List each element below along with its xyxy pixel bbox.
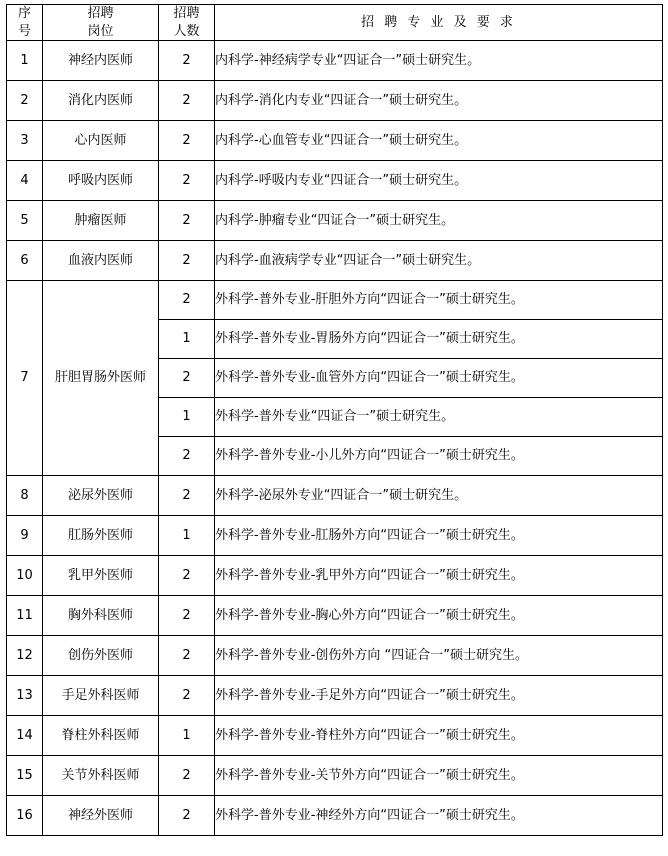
cell-serial-number: 5	[7, 201, 43, 241]
cell-headcount: 2	[159, 201, 215, 241]
cell-headcount: 1	[159, 320, 215, 359]
cell-serial-number: 11	[7, 596, 43, 636]
cell-headcount: 2	[159, 359, 215, 398]
cell-serial-number: 15	[7, 756, 43, 796]
table-row	[7, 121, 663, 161]
cell-requirement: 外科学-普外专业-肝胆外方向“四证合一”硕士研究生。	[215, 281, 663, 320]
cell-serial-number: 3	[7, 121, 43, 161]
cell-position: 关节外科医师	[43, 756, 159, 796]
cell-requirement: 外科学-普外专业-脊柱外方向“四证合一”硕士研究生。	[215, 716, 663, 756]
cell-serial-number: 4	[7, 161, 43, 201]
cell-position: 神经内医师	[43, 41, 159, 81]
cell-position: 乳甲外医师	[43, 556, 159, 596]
cell-position: 呼吸内医师	[43, 161, 159, 201]
cell-position: 脊柱外科医师	[43, 716, 159, 756]
table-row	[7, 796, 663, 836]
cell-position: 手足外科医师	[43, 676, 159, 716]
cell-serial-number: 2	[7, 81, 43, 121]
cell-requirement: 外科学-普外专业-乳甲外方向“四证合一”硕士研究生。	[215, 556, 663, 596]
cell-requirement: 外科学-泌尿外专业“四证合一”硕士研究生。	[215, 476, 663, 516]
cell-serial-number: 12	[7, 636, 43, 676]
cell-headcount: 2	[159, 676, 215, 716]
cell-requirement: 外科学-普外专业-血管外方向“四证合一”硕士研究生。	[215, 359, 663, 398]
cell-headcount: 2	[159, 556, 215, 596]
cell-headcount: 2	[159, 476, 215, 516]
cell-headcount: 1	[159, 398, 215, 437]
cell-position: 肿瘤医师	[43, 201, 159, 241]
table-row	[7, 676, 663, 716]
column-header-headcount	[159, 5, 215, 41]
table-row	[7, 41, 663, 81]
table-row	[7, 596, 663, 636]
table-row	[7, 161, 663, 201]
cell-headcount: 2	[159, 161, 215, 201]
column-header-headcount-line2: 人数	[173, 23, 200, 39]
table-row	[7, 516, 663, 556]
cell-requirement: 内科学-呼吸内专业“四证合一”硕士研究生。	[215, 161, 663, 201]
cell-headcount: 2	[159, 636, 215, 676]
cell-headcount: 2	[159, 241, 215, 281]
header-row	[7, 5, 663, 41]
cell-requirement: 内科学-消化内专业“四证合一”硕士研究生。	[215, 81, 663, 121]
cell-serial-number: 10	[7, 556, 43, 596]
cell-requirement: 外科学-普外专业-胃肠外方向“四证合一”硕士研究生。	[215, 320, 663, 359]
cell-requirement: 外科学-普外专业-小儿外方向“四证合一”硕士研究生。	[215, 437, 663, 476]
column-header-position-line2: 岗位	[87, 23, 114, 39]
cell-requirement: 外科学-普外专业-肛肠外方向“四证合一”硕士研究生。	[215, 516, 663, 556]
column-header-headcount-line1: 招聘	[173, 6, 200, 21]
cell-position: 神经外医师	[43, 796, 159, 836]
column-header-serial-line1: 序	[17, 6, 31, 21]
cell-headcount: 2	[159, 756, 215, 796]
cell-serial-number: 8	[7, 476, 43, 516]
cell-headcount: 1	[159, 516, 215, 556]
cell-serial-number: 6	[7, 241, 43, 281]
column-header-serial-line2: 号	[17, 23, 31, 39]
table-body	[7, 41, 663, 836]
table-row	[7, 241, 663, 281]
cell-headcount: 2	[159, 796, 215, 836]
cell-requirement: 内科学-神经病学专业“四证合一”硕士研究生。	[215, 41, 663, 81]
cell-position: 肝胆胃肠外医师	[43, 281, 159, 476]
table-row	[7, 476, 663, 516]
cell-position: 肛肠外医师	[43, 516, 159, 556]
cell-requirement: 外科学-普外专业-关节外方向“四证合一”硕士研究生。	[215, 756, 663, 796]
table-row	[7, 556, 663, 596]
cell-requirement: 内科学-心血管专业“四证合一”硕士研究生。	[215, 121, 663, 161]
cell-headcount: 1	[159, 716, 215, 756]
table-row	[7, 636, 663, 676]
table-row	[7, 756, 663, 796]
column-header-position-line1: 招聘	[87, 6, 114, 21]
cell-requirement: 外科学-普外专业-手足外方向“四证合一”硕士研究生。	[215, 676, 663, 716]
cell-position: 心内医师	[43, 121, 159, 161]
column-header-serial-number	[7, 5, 43, 41]
cell-headcount: 2	[159, 81, 215, 121]
cell-requirement: 外科学-普外专业-神经外方向“四证合一”硕士研究生。	[215, 796, 663, 836]
cell-headcount: 2	[159, 281, 215, 320]
cell-position: 血液内医师	[43, 241, 159, 281]
cell-headcount: 2	[159, 437, 215, 476]
cell-serial-number: 1	[7, 41, 43, 81]
cell-position: 胸外科医师	[43, 596, 159, 636]
cell-serial-number: 7	[7, 281, 43, 476]
cell-requirement: 内科学-血液病学专业“四证合一”硕士研究生。	[215, 241, 663, 281]
cell-headcount: 2	[159, 596, 215, 636]
cell-requirement: 外科学-普外专业“四证合一”硕士研究生。	[215, 398, 663, 437]
cell-serial-number: 9	[7, 516, 43, 556]
cell-requirement: 外科学-普外专业-创伤外方向 “四证合一”硕士研究生。	[215, 636, 663, 676]
cell-serial-number: 13	[7, 676, 43, 716]
cell-serial-number: 16	[7, 796, 43, 836]
cell-position: 泌尿外医师	[43, 476, 159, 516]
cell-headcount: 2	[159, 121, 215, 161]
column-header-position	[43, 5, 159, 41]
cell-requirement: 内科学-肿瘤专业“四证合一”硕士研究生。	[215, 201, 663, 241]
cell-requirement: 外科学-普外专业-胸心外方向“四证合一”硕士研究生。	[215, 596, 663, 636]
table-header	[7, 5, 663, 41]
column-header-requirements: 招 聘 专 业 及 要 求	[215, 5, 663, 41]
cell-position: 创伤外医师	[43, 636, 159, 676]
cell-position: 消化内医师	[43, 81, 159, 121]
recruitment-table	[6, 4, 663, 836]
cell-serial-number: 14	[7, 716, 43, 756]
table-row	[7, 281, 663, 320]
cell-headcount: 2	[159, 41, 215, 81]
table-row	[7, 716, 663, 756]
table-row	[7, 81, 663, 121]
table-row	[7, 201, 663, 241]
